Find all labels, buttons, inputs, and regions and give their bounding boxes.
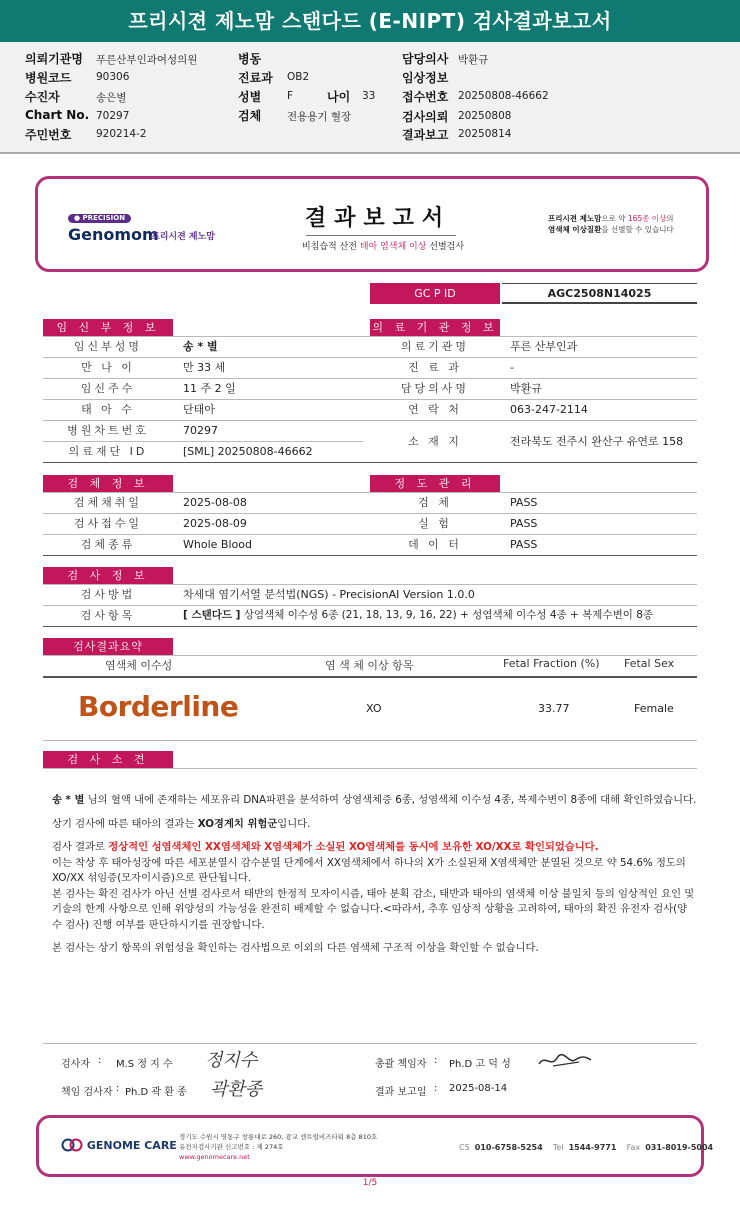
institution-row: [370, 378, 697, 399]
row-value: PASS: [510, 496, 538, 509]
colon: :: [434, 1055, 438, 1066]
test-section-title: 검 사 정 보: [43, 567, 173, 585]
date-label: 결과 보고일: [375, 1087, 427, 1098]
report-label: 결과보고: [402, 128, 449, 142]
resp-label: 책임 검사자: [61, 1087, 113, 1098]
sampler-label: 수진자: [25, 90, 60, 104]
summary-col-item: 염 색 체 이상 항목: [325, 659, 414, 672]
pregnant-row: [43, 378, 363, 399]
specimen-row: [43, 513, 363, 534]
row-value: 만 33 세: [183, 361, 226, 374]
result-sex: Female: [634, 702, 674, 715]
row-key: 검사방법: [80, 588, 136, 601]
row-value: PASS: [510, 538, 538, 551]
footer-box: [36, 1115, 714, 1177]
sex-label: 성별: [238, 90, 262, 104]
colon: :: [116, 1083, 120, 1094]
row-value: 11 주 2 일: [183, 382, 236, 395]
findings-p1: [52, 793, 697, 809]
row-value: Whole Blood: [183, 538, 252, 551]
divider: [43, 462, 697, 463]
report-subtitle: [273, 239, 493, 252]
row-value: 70297: [183, 424, 218, 437]
dept-label: 진료과: [238, 71, 273, 85]
age-label: 나이: [327, 90, 351, 104]
divider: [43, 357, 697, 358]
result-status: Borderline: [78, 690, 239, 723]
findings-text: [52, 793, 697, 965]
request-label: 검사의뢰: [402, 110, 449, 124]
title-divider: [306, 235, 456, 236]
genomom-logo: Genomom: [68, 225, 159, 244]
resp-name: Ph.D 곽 환 종: [125, 1087, 187, 1098]
tagline-1: 으로 약: [601, 214, 628, 223]
footer-contacts: [459, 1143, 713, 1152]
institution-row: [370, 431, 697, 452]
qc-row: [370, 513, 697, 534]
gcpid-value: AGC2508N14025: [502, 283, 697, 304]
findings-p3: [52, 840, 697, 933]
badge-text: PRECISION: [82, 214, 126, 222]
tagline-brand2: 염색체 이상질환: [548, 225, 602, 234]
fax-number: 031-8019-5004: [645, 1143, 714, 1152]
address-line1: 경기도 수원시 영통구 창룡대로 260, 광교 센트럴비즈타워 8층 810호: [179, 1133, 378, 1141]
tel-label: Tel: [552, 1143, 564, 1152]
tagline-hl: 165종 이상: [627, 214, 667, 223]
specimen-value: 전용용기 혈장: [287, 111, 352, 123]
row-value: [SML] 20250808-46662: [183, 445, 313, 458]
pregnant-row: [43, 399, 363, 420]
row-key: 만 나 이: [81, 361, 135, 374]
report-title: 결과보고서: [304, 206, 452, 231]
age-value: 33: [362, 90, 376, 102]
risk-group: XO경계치 위험군: [197, 817, 278, 830]
pregnant-row: [43, 357, 363, 378]
patient-header: [0, 42, 740, 154]
pregnant-row: [43, 336, 363, 357]
row-key: 의료기관명: [400, 340, 470, 353]
row-value: 박환규: [510, 382, 542, 395]
sex-value: F: [287, 90, 294, 102]
row-value: 단태아: [183, 403, 215, 416]
p2-post: 입니다.: [277, 817, 311, 830]
divider: [43, 555, 697, 556]
divider: [43, 676, 697, 678]
specimen-row: [43, 534, 363, 555]
rrn-label: 주민번호: [25, 128, 72, 142]
institution-row: [370, 336, 697, 357]
badge-dot-icon: ●: [74, 214, 83, 222]
pregnant-row: [43, 441, 363, 462]
banner-tagline: [548, 213, 698, 235]
result-ff: 33.77: [538, 702, 570, 715]
report-banner: [35, 176, 709, 272]
website-link[interactable]: www.genomecare.net: [179, 1153, 250, 1161]
pregnant-section-title: 임 신 부 정 보: [43, 319, 173, 337]
doctor-value: 박환규: [458, 54, 489, 66]
row-value: [183, 605, 653, 626]
divider: [43, 768, 697, 769]
subtitle-post: 선별검사: [426, 242, 465, 252]
institution-section-title: 의 료 기 관 정 보: [370, 319, 500, 337]
summary-col-aneuploidy: 염색체 이수성: [105, 659, 173, 672]
tester-label: 검사자: [61, 1059, 90, 1070]
precision-badge: [68, 214, 131, 223]
tagline-2: 의: [666, 214, 674, 223]
row-value: 송 * 별: [183, 340, 218, 353]
p3-post: 이는 착상 후 태아성장에 따른 세포분열시 감수분열 단계에서 XX염색체에서 하나의 X가 소실된채 X염색체만 분열된 것으로 약 54.6% 정도의 XO/XX 섞임증(모자이시즘)으로 판단됩니다.: [52, 856, 686, 884]
p1-text: 님의 혈액 내에 존재하는 세포유리 DNA파편을 분석하여 상염색체증 6종, 성염색체 이수성 4종, 복제수변이 8종에 대해 확인하였습니다.: [84, 794, 697, 806]
tester-name: M.S 정 지 수: [116, 1059, 173, 1070]
row-key: 실 험: [418, 517, 452, 530]
hospital-label: 의뢰기관명: [25, 52, 83, 66]
items-list: 상염색체 이수성 6종 (21, 18, 13, 9, 16, 22) + 성염색체 이수성 4종 + 복제수변이 8종: [240, 609, 654, 621]
resp-signature: 곽환종: [210, 1079, 263, 1100]
row-value: 전라북도 전주시 완산구 유연로 158: [510, 435, 684, 448]
colon: :: [98, 1055, 102, 1066]
row-value: 063-247-2114: [510, 403, 588, 416]
row-value: PASS: [510, 517, 538, 530]
footer-address: [179, 1132, 377, 1162]
colon: :: [434, 1083, 438, 1094]
report-date: 2025-08-14: [449, 1083, 508, 1094]
divider: [43, 399, 697, 400]
sampler-value: 송은별: [96, 92, 127, 104]
page-title: 프리시젼 제노맘 스탠다드 (E-NIPT) 검사결과보고서: [0, 0, 740, 42]
row-key: 진 료 과: [408, 361, 462, 374]
tester-signature: 정지수: [205, 1050, 258, 1071]
address-line2: 유전자검사기관 신고번호 : 제 274호: [179, 1143, 284, 1151]
patient-name: 송 * 별: [52, 794, 85, 806]
qc-row: [370, 534, 697, 555]
specimen-section-title: 검 체 정 보: [43, 475, 173, 493]
code-label: 병원코드: [25, 71, 72, 85]
row-value: 2025-08-08: [183, 496, 247, 509]
row-key: 소 재 지: [408, 435, 462, 448]
p2-pre: 상기 검사에 따른 태아의 결과는: [52, 817, 198, 830]
specimen-row: [43, 492, 363, 513]
cs-label: CS: [459, 1143, 470, 1152]
genomecare-text: GENOME CARE: [86, 1139, 177, 1152]
row-value: -: [510, 361, 514, 374]
chart-label: Chart No.: [25, 108, 90, 122]
hospital-value: 푸른산부인과여성의원: [96, 54, 198, 66]
p4-text: 본 검사는 확진 검사가 아닌 선별 검사로서 태반의 한정적 모자이시즘, 태아 분획 감소, 태반과 태아의 염색체 이상 불일치 등의 임상적인 요인 및 기술의 한계 사항으로 인해 위양성의 가능성을 완전히 배제할 수 없습니다.<따라서, 추후 임상적 상황을 고려하여, 태아의 확진 유전자 검사(양수 검사) 진행 여부를 판단하시기를 권장합니다.: [52, 887, 695, 931]
cs-number: 010-6758-5254: [474, 1143, 543, 1152]
row-key: 담당의사명: [400, 382, 470, 395]
rrn-value: 920214-2: [96, 128, 147, 140]
genomecare-logo: [61, 1138, 177, 1152]
row-key: 임신부성명: [73, 340, 143, 353]
receipt-value: 20250808-46662: [458, 90, 549, 102]
summary-col-ff: Fetal Fraction (%): [503, 657, 600, 670]
p3-pre: 검사 결과로: [52, 841, 109, 853]
genomecare-mark-icon: [61, 1138, 83, 1152]
chief-name: Ph.D 고 덕 성: [449, 1059, 511, 1070]
row-key: 의료재단 ID: [68, 445, 148, 458]
findings-section-title: 검 사 소 견: [43, 751, 173, 769]
row-value: 푸른 산부인과: [510, 340, 578, 353]
institution-row: [370, 399, 697, 420]
row-key: 데 이 터: [408, 538, 462, 551]
clinical-label: 임상정보: [402, 71, 449, 85]
divider: [43, 441, 363, 442]
findings-p5: 본 검사는 상기 항목의 위험성을 확인하는 검사법으로 이외의 다른 염색체 구조적 이상을 확인할 수 없습니다.: [52, 942, 539, 954]
qc-section-title: 정 도 관 리: [370, 475, 500, 493]
divider: [43, 513, 697, 514]
ward-label: 병동: [238, 52, 262, 66]
summary-section-title: 검사결과요약: [43, 638, 173, 656]
divider: [43, 655, 697, 656]
chief-label: 총괄 책임자: [375, 1059, 427, 1070]
institution-row: [370, 357, 697, 378]
gcpid-label: GC P ID: [370, 283, 500, 304]
row-key: 병원차트번호: [67, 424, 149, 437]
divider: [43, 740, 697, 741]
divider: [43, 626, 697, 627]
fax-label: Fax: [626, 1143, 641, 1152]
result-item: XO: [366, 702, 382, 715]
row-key: 검체채취일: [73, 496, 143, 509]
dept-value: OB2: [287, 71, 310, 83]
items-edition: [ 스탠다드 ]: [183, 609, 241, 621]
row-value: 차세대 염기서열 분석법(NGS) - PrecisionAI Version 1.0.0: [183, 588, 475, 601]
row-key: 검사접수일: [73, 517, 143, 530]
p3-red: 정상적인 성염색체인 XX염색체와 X염색체가 소실된 XO염색체를 동시에 보유한 XO/XX로 확인되었습니다.: [108, 841, 599, 853]
genomom-sub: 프리시젼 제노맘: [151, 232, 215, 242]
page-number: 1/5: [362, 1178, 378, 1188]
divider: [43, 534, 697, 535]
code-value: 90306: [96, 71, 130, 83]
divider: [43, 420, 697, 421]
chief-signature: [535, 1048, 595, 1072]
divider: [43, 1043, 697, 1044]
row-key: 태 아 수: [81, 403, 135, 416]
row-key: 검 체: [418, 496, 452, 509]
specimen-label: 검체: [238, 109, 262, 123]
report-value: 20250814: [458, 128, 512, 140]
chart-value: 70297: [96, 110, 130, 122]
row-value: 2025-08-09: [183, 517, 247, 530]
subtitle-highlight: 태아 염색체 이상: [359, 242, 427, 252]
test-method-row: [43, 584, 697, 605]
findings-p2: [52, 817, 697, 833]
request-value: 20250808: [458, 110, 512, 122]
row-key: 검체종류: [80, 538, 136, 551]
doctor-label: 담당의사: [402, 52, 449, 66]
pregnant-row: [43, 420, 363, 441]
summary-col-sex: Fetal Sex: [624, 657, 675, 670]
receipt-label: 접수번호: [402, 90, 449, 104]
tagline-brand: 프리시젼 제노맘: [548, 214, 602, 223]
row-key: 연 락 처: [408, 403, 462, 416]
qc-row: [370, 492, 697, 513]
tagline-3: 을 선별할 수 있습니다: [601, 225, 674, 234]
row-key: 검사항목: [80, 609, 136, 622]
subtitle-pre: 비침습적 산전: [301, 242, 360, 252]
test-items-row: [43, 605, 697, 626]
row-key: 임신주수: [80, 382, 136, 395]
tel-number: 1544-9771: [568, 1143, 617, 1152]
divider: [43, 378, 697, 379]
